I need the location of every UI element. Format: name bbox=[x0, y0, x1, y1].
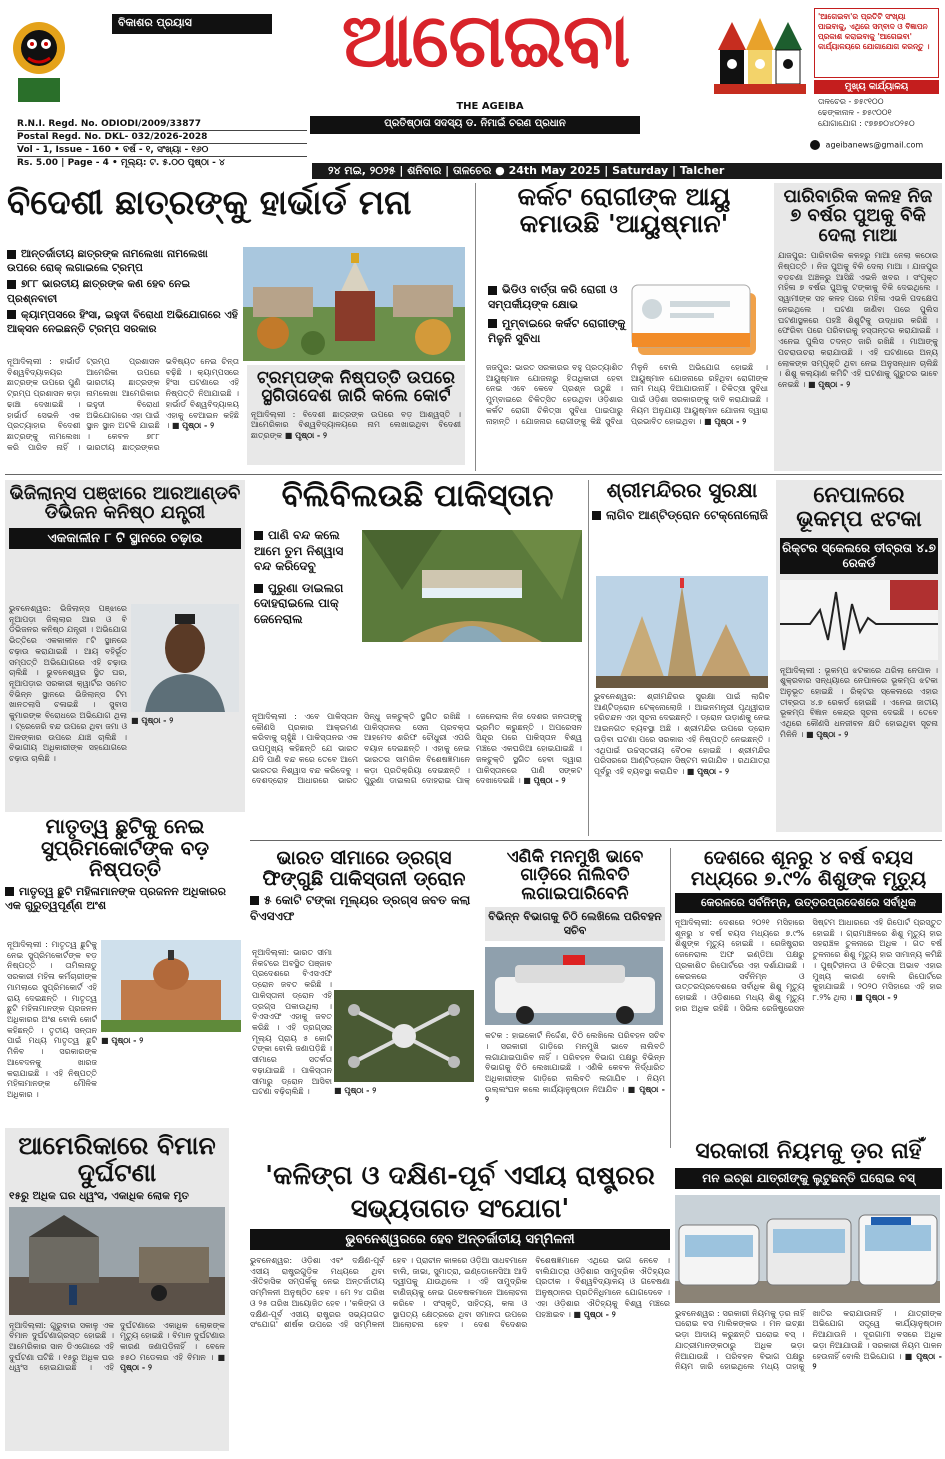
nepal-headline: ନେପାଳରେ ଭୂକମ୍ପ ଝଟକା bbox=[796, 483, 922, 532]
srimandir-body bbox=[594, 692, 770, 832]
drone-headline: ଭାରତ ସୀମାରେ ଡ୍ରଗ୍ସ ଫିଙ୍ଗୁଛି ପାକିସ୍ତାନୀ ଡ୍ରୋନ bbox=[262, 847, 466, 890]
family-headline: ପାରିବାରିକ କଳହ ନିଜ ୭ ବର୍ଷର ପୁଅକୁ ବିକି ଦେଲା ମାଆ bbox=[783, 186, 933, 246]
bullet-text: ମୁମ୍ବାଇରେ କର୍କଟ ରୋଗୀଙ୍କୁ ମିଳୁନି ସୁବିଧା bbox=[488, 316, 626, 345]
page-ref: ■ ପୃଷ୍ଠା - ୨ bbox=[703, 416, 747, 426]
maternity-body-text: ନୂଆଦିଲ୍ଲୀ : ମାତୃତ୍ୱ ଛୁଟିକୁ ନେଇ ସୁପ୍ରିମକୋର୍ଟଙ୍କ ବଡ଼ ନିଷ୍ପତ୍ତି । ତାମିଲନାଡୁ ସରକାରୀ ମହିଳା କର୍ମଚାରୀଙ୍କ ମାମଲାରେ ସୁପ୍ରିମକୋର୍ଟ ଏହି ରାୟ ଦେଇଛନ୍ତି । ମାତୃତ୍ୱ ଛୁଟି ମହିଳାମାନଙ୍କ ପ୍ରଜନନ ଅଧିକାରର ଅଂଶ ବୋଲି କୋର୍ଟ କହିଛନ୍ତି । ତୃତୀୟ ସନ୍ତାନ ପାଇଁ ମଧ୍ୟ ମାତୃତ୍ୱ ଛୁଟି ମିଳିବ । ସରକାରଙ୍କ ଆବେଦନକୁ ଖାରଜ କରାଯାଇଛି । ଏହି ନିଷ୍ପତ୍ତି ମହିଳାମାନଙ୍କ ମୌଳିକ ଅଧିକାର । bbox=[7, 940, 97, 1100]
rni-number: R.N.I. Regd. No. ODIODI/2009/33877 bbox=[17, 118, 307, 131]
page-ref: ■ ପୃଷ୍ଠା - ୨ bbox=[284, 431, 328, 441]
column-rule bbox=[670, 848, 671, 1148]
bullet-text: ପାଣି ବନ୍ଦ କଲେ ଆମେ ତୁମ ନିଶ୍ୱାସ ବନ୍ଦ କରିଦେବୁ bbox=[254, 528, 344, 574]
square-bullet-icon bbox=[7, 280, 16, 289]
cancer-bullets bbox=[488, 283, 628, 346]
crash-photo bbox=[9, 1207, 225, 1315]
story-drone bbox=[250, 848, 478, 1148]
bus-photo bbox=[675, 1195, 940, 1303]
america-sub: ୧୫ରୁ ଅଧିକ ଘର ଧ୍ୱଂସ, ଏକାଧିକ ଲୋକ ମୃତ bbox=[9, 1190, 189, 1202]
page-ref: ■ ପୃଷ୍ଠା - ୨ bbox=[523, 776, 566, 786]
dam-photo bbox=[362, 530, 582, 642]
story-family bbox=[774, 183, 942, 471]
america-headline: ଆମେରିକାରେ ବିମାନ ଦୁର୍ଘଟଣା bbox=[18, 1131, 216, 1187]
bus-body-text: ଭୁବନେଶ୍ୱର : ସରକାରୀ ନିୟମକୁ ଡ଼ର ନାହିଁ ଘରୋଇ ବସ ମାଲିକଙ୍କର । ମନ ଇଚ୍ଛା ଭଡ଼ା ଆଦାୟ କରୁଛନ୍ତି ଘରୋଇ ବସ୍ । ଯାତ୍ରୀମାନଙ୍କଠାରୁ ଅଧିକ ଭଡ଼ା ନିଆଯାଉଛି । ପରିବହନ ବିଭାଗ ପକ୍ଷରୁ ନିୟମ ଜାରି ହୋଇଥିଲେ ମଧ୍ୟ ତାହାକୁ ଖାତିର କରାଯାଉନାହିଁ । ଯାତ୍ରୀଙ୍କ ଅଭିଯୋଗ ସତ୍ତ୍ୱେ କାର୍ଯ୍ୟାନୁଷ୍ଠାନ ନିଆଯାଉନି । ଦୂରଗାମୀ ବସରେ ଅଧିକ ଭଡ଼ା ନିଆଯାଉଛି । ସରକାରୀ ନିୟମ ପାଳନ ହେଉନାହିଁ ବୋଲି ଅଭିଯୋଗ । bbox=[675, 1308, 942, 1372]
column-rule bbox=[475, 183, 476, 471]
bullet-item bbox=[7, 247, 239, 275]
office-label: ମୁଖ୍ୟ କାର୍ଯ୍ୟାଳୟ bbox=[814, 80, 939, 94]
maternity-bullet bbox=[5, 885, 245, 914]
square-bullet-icon bbox=[488, 286, 497, 295]
bus-band: ମନ ଇଚ୍ଛା ଯାତ୍ରୀଙ୍କୁ ଲୁଟୁଛନ୍ତି ଘରୋଇ ବସ୍ bbox=[675, 1168, 942, 1189]
story-vigilance bbox=[5, 480, 245, 812]
left-emblem bbox=[8, 8, 70, 108]
mail-icon bbox=[810, 140, 820, 150]
bullet-item bbox=[488, 317, 628, 347]
vehicle-headline: ଏଣିକି ମନମୁଖି ଭାବେ ଗାଡ଼ିରେ ନାଲିବତି ଲଗାଇପାରିବେନି bbox=[506, 847, 644, 904]
story-infant bbox=[675, 848, 942, 1138]
square-bullet-icon bbox=[7, 310, 16, 319]
deity-emblem-icon bbox=[8, 8, 70, 108]
price-page: Rs. 5.00 | Page - 4 • ମୂଲ୍ୟ: ଟ. ୫.୦୦ ପୃଷ୍ଠା - ୪ bbox=[17, 158, 225, 169]
bullet-item bbox=[254, 528, 356, 575]
page-ref: ■ ପୃଷ୍ଠା - ୨ bbox=[573, 1309, 616, 1319]
harvard-bullets bbox=[7, 247, 239, 336]
infant-band: କେରଳରେ ସର୍ବନିମ୍ନ, ଉତ୍ତରପ୍ରଦେଶରେ ସର୍ବାଧିକ bbox=[675, 893, 942, 913]
srimandir-headline: ଶ୍ରୀମନ୍ଦିରର ସୁରକ୍ଷା bbox=[606, 478, 758, 502]
harvard-photo bbox=[243, 247, 465, 361]
car-photo bbox=[485, 947, 663, 1025]
engineer-photo bbox=[131, 604, 239, 712]
bullet-item bbox=[254, 581, 356, 628]
square-bullet-icon bbox=[254, 531, 263, 540]
section-rule bbox=[5, 474, 942, 475]
maternity-ref bbox=[101, 1036, 241, 1126]
drone-body-text: ନୂଆଦିଲ୍ଲୀ: ଭାରତ ସୀମା ନିକଟରେ ଅବସ୍ଥିତ ପଞ୍ଜାବ ପ୍ରଦେଶରେ ବିଏସଏଫ ଡ୍ରୋନ ଜବତ କରିଛି । ପାକିସ୍ତାନୀ ଡ୍ରୋନ ଏହି ଡ୍ରଗ୍ସ ପକାଉଥିଲା । ବିଏସଏଫ ଏହାକୁ ଜବତ କରିଛି । ଏହି ଡ୍ରଗ୍ସର ମୂଲ୍ୟ ପ୍ରାୟ ୫ କୋଟି ଟଙ୍କା ବୋଲି ଜଣାପଡ଼ିଛି । ସୀମାରେ ସତର୍କତା ବଢ଼ାଯାଇଛି । ପାକିସ୍ତାନ ସୀମାରୁ ଡ୍ରୋନ ଆସିବା ଘଟଣା ବଢ଼ିଚାଲିଛି । bbox=[252, 948, 332, 1097]
vehicle-body bbox=[485, 1031, 665, 1127]
srimandir-body-text: ଭୁବନେଶ୍ୱର: ଶ୍ରୀମନ୍ଦିରର ସୁରକ୍ଷା ପାଇଁ ଲାଗିବ ଆଣ୍ଟିଡ୍ରୋନ ଟେକ୍ନୋଲୋଜି । ଆଇନମନ୍ତ୍ରୀ ପୃଥ୍ୱୀରାଜ ହରିଚନ୍ଦନ ଏହା ସୂଚନା ଦେଇଛନ୍ତି । ଡ୍ରୋନ ଉଡ଼ାଣକୁ ନେଇ ଆଇନଗତ ବ୍ୟବସ୍ଥା ଅଛି । ଶ୍ରୀମନ୍ଦିର ଉପରେ ଡ୍ରୋନ ଉଡ଼ିବା ଘଟଣା ପରେ ସରକାର ଏହି ନିଷ୍ପତ୍ତି ନେଇଛନ୍ତି । ଏଥିପାଇଁ ଉଚ୍ଚସ୍ତରୀୟ ବୈଠକ ହୋଇଛି । ଶ୍ରୀମନ୍ଦିର ପରିସରରେ ଆଣ୍ଟିଡ୍ରୋନ ସିଷ୍ଟମ ଲଗାଯିବ । ରଥଯାତ୍ରା ପୂର୍ବରୁ ଏହି ବ୍ୟବସ୍ଥା କରାଯିବ । bbox=[594, 692, 770, 777]
chariot-deities-icon bbox=[710, 18, 810, 98]
paper-name-english: THE AGEIBA bbox=[456, 101, 524, 112]
page-ref: ■ ପୃଷ୍ଠା - ୨ bbox=[334, 1086, 377, 1095]
court-headline: ଟ୍ରମ୍ପଙ୍କ ନିଷ୍ପତ୍ତି ଉପରେ ସ୍ଥଗିତାଦେଶ ଜାରି କଲେ କୋର୍ଟ bbox=[256, 368, 456, 407]
postal-number: Postal Regd. No. DKL- 032/2026-2028 bbox=[17, 131, 307, 144]
office-line: ତାଳଚେର - ୭୫୯୧୦୦ bbox=[818, 97, 884, 106]
pakistan-bullets bbox=[254, 528, 356, 628]
court-body bbox=[251, 410, 461, 444]
maternity-body bbox=[7, 940, 97, 1126]
temple-photo bbox=[596, 576, 768, 688]
vigilance-band: ଏକକାଳୀନ ୮ ଟି ସ୍ଥାନରେ ଚଢ଼ାଉ bbox=[9, 528, 241, 549]
promo-text: 'ଆଗେଇବା'ର ପ୍ରତିଟି ସଂଖ୍ୟା ପାଇବାକୁ, ଏଥିରେ ସମ୍ବାଦ ଓ ବିଜ୍ଞାପନ ପ୍ରକାଶ କରାଇବାକୁ 'ଆଗେଇବା' କାର୍ଯ୍ୟାଳୟରେ ଯୋଗାଯୋଗ କରନ୍ତୁ । bbox=[818, 12, 930, 52]
office-line: ଢେଙ୍କାନାଳ - ୭୫୯୦୦୧ bbox=[818, 107, 892, 117]
bullet-text: କ୍ୟାମ୍ପସରେ ହିଂସା, ଇହୁଦୀ ବିରୋଧୀ ଅଭିଯୋଗରେ ଏହି ଆକ୍ସନ ନେଇଛନ୍ତି ଟ୍ରମ୍ପ ସରକାର bbox=[7, 308, 238, 335]
tagline: ବିକାଶର ପ୍ରୟାସ bbox=[112, 14, 272, 34]
story-kalinga bbox=[250, 1160, 670, 1452]
square-bullet-icon bbox=[488, 319, 497, 328]
supreme-court-photo bbox=[101, 940, 241, 1032]
column-rule bbox=[588, 480, 589, 836]
america-body bbox=[9, 1321, 225, 1403]
nepal-body-text: ନୂଆଦିଲ୍ଲୀ : ଭୂକମ୍ପ ଝଟକାରେ ଥରିଲା ନେପାଳ । ଶୁକ୍ରବାର ସନ୍ଧ୍ୟାରେ ନେପାଳରେ ଭୂକମ୍ପ ଝଟକା ଅନୁଭୂତ ହୋଇଛି । ରିକ୍ଟର ସ୍କେଲରେ ଏହାର ତୀବ୍ରତା ୪.୭ ରେକର୍ଡ ହୋଇଛି । ଏନେଇ ଜାତୀୟ ଭୂକମ୍ପ ବିଜ୍ଞାନ କେନ୍ଦ୍ର ସୂଚନା ଦେଇଛି । ତେବେ ଏଥିରେ କୌଣସି ଧନଜୀବନ କ୍ଷତି ହୋଇଥିବା ସୂଚନା ମିଳିନି । bbox=[780, 665, 938, 739]
page-ref: ■ ପୃଷ୍ଠା - ୨ bbox=[171, 421, 215, 431]
story-america bbox=[5, 1128, 229, 1451]
vehicle-band: ବିଭିନ୍ନ ବିଭାଗକୁ ଚିଠି ଲେଖିଲେ ପରିବହନ ସଚିବ bbox=[485, 907, 665, 941]
email-text: ageibanews@gmail.com bbox=[825, 140, 924, 150]
drone-body bbox=[252, 948, 332, 1144]
story-srimandir bbox=[592, 480, 772, 836]
office-line: ଯୋଗାଯୋଗ : ୯୭୭୭୦୪୦୨୫୦ bbox=[818, 118, 915, 128]
bullet-text: ୫ କୋଟି ଟଙ୍କା ମୂଲ୍ୟର ଡ୍ରଗ୍ସ ଜବତ କଲା ବିଏସଏଫ bbox=[250, 893, 471, 923]
bullet-text: ଲାଗିବ ଆଣ୍ଟିଡ୍ରୋନ ଟେକ୍ନୋଲୋଜି bbox=[606, 507, 768, 522]
infant-body-text: ନୂଆଦିଲ୍ଲୀ: ଦେଶରେ ୨୦୨୧ ମସିହାରେ ଶୂନରୁ ୪ ବର୍ଷ ବୟସ ମଧ୍ୟରେ ୭.୯% ଶିଶୁଙ୍କ ମୃତ୍ୟୁ ହୋଇଛି । ରେଜିଷ୍ଟ୍ରାର ଜେନେରାଲ ଅଫ ଇଣ୍ଡିଆ ପକ୍ଷରୁ ପ୍ରକାଶିତ ରିପୋର୍ଟରେ ଏହା ଦର୍ଶାଯାଇଛି । କେରଳରେ ସର୍ବନିମ୍ନ ଓ ଉତ୍ତରପ୍ରଦେଶରେ ସର୍ବାଧିକ ଶିଶୁ ମୃତ୍ୟୁ ହୋଇଛି । ଓଡ଼ିଶାରେ ମଧ୍ୟ ଶିଶୁ ମୃତ୍ୟୁ ହାର ଅଧିକ ରହିଛି । ସିଭିଲ ରେଜିଷ୍ଟ୍ରେସନ ସିଷ୍ଟମ ଆଧାରରେ ଏହି ରିପୋର୍ଟ ପ୍ରସ୍ତୁତ ହୋଇଛି । ଗ୍ରାମାଞ୍ଚଳରେ ଶିଶୁ ମୃତ୍ୟୁ ହାର ସହରାଞ୍ଚଳ ତୁଳନାରେ ଅଧିକ । ଗତ ବର୍ଷ ତୁଳନାରେ ଶିଶୁ ମୃତ୍ୟୁ ହାର ସାମାନ୍ୟ କମିଛି । ପୁଷ୍ଟିହୀନତା ଓ ଚିକିତ୍ସା ଅଭାବ ଏହାର ମୁଖ୍ୟ କାରଣ ବୋଲି ରିପୋର୍ଟରେ କୁହାଯାଇଛି । ୨୦୨୦ ମସିହାରେ ଏହି ହାର ୮.୨% ଥିଲା । bbox=[675, 918, 942, 1013]
seismograph-photo bbox=[780, 580, 938, 660]
pakistan-body-text: ନୂଆଦିଲ୍ଲୀ : ଏବେ ପାକିସ୍ତାନ କୌଣସି ପ୍ରକାର ଆକ୍ରମଣ କରିବାକୁ ଚାହୁଁଛି । ପାକିସ୍ତାନର ଏକ ଉପମୁଖ୍ୟ କହିଛନ୍ତି ଯେ ଭାରତ ଯଦି ପାଣି ବନ୍ଦ କରେ ତେବେ ଆମେ ଭାରତର ନିଶ୍ୱାସ ବନ୍ଦ କରିଦେବୁ । ଦେଶଦ୍ରୋହ ଆଧାରରେ ଭାରତ ସିନ୍ଧୁ ଜଳଚୁକ୍ତି ସ୍ଥଗିତ ରଖିଛି । ପାକିସ୍ତାନର ସେନା ପ୍ରବକ୍ତା ଆହମେଦ ଶରିଫ ଚୌଧୁରୀ ଏପରି ବୟାନ ଦେଇଛନ୍ତି । ଏହାକୁ ନେଇ ଭାରତର ସାମରିକ ବିଶେଷଜ୍ଞମାନେ କଡ଼ା ପ୍ରତିକ୍ରିୟା ଦେଇଛନ୍ତି । ପୁରୁଣା ଡାଇଲଗ ଦୋହରାଇ ପାକ୍ ଜେନେରାଲ ନିଜ ଦେଶର ଜନତାଙ୍କୁ ଭ୍ରମିତ କରୁଛନ୍ତି । ଅପରେସନ ସିନ୍ଦୂର ପରେ ପାକିସ୍ତାନ ବିଶ୍ୱ ମଞ୍ଚରେ ଏକଘରିଆ ହୋଇଯାଇଛି । ଜଳଚୁକ୍ତି ସ୍ଥଗିତ ହେବା ଦ୍ୱାରା ପାକିସ୍ତାନରେ ପାଣି ସଙ୍କଟ ଦେଖାଦେଇଛି । bbox=[252, 712, 582, 786]
page-ref: ■ ପୃଷ୍ଠା - ୨ bbox=[855, 993, 898, 1003]
bullet-item bbox=[7, 277, 239, 305]
founder-line: ପ୍ରତିଷ୍ଠାତା ସଦସ୍ୟ ଡ. ନିମାଇଁ ଚରଣ ପ୍ରଧାନ bbox=[310, 116, 640, 134]
bullet-item bbox=[488, 283, 628, 313]
pakistan-headline: ବିଲିବିଲଉଛି ପାକିସ୍ତାନ bbox=[281, 478, 554, 514]
drone-bullet bbox=[250, 893, 478, 924]
volume-issue: Vol - 1, Issue - 160 • ବର୍ଷ - ୧, ସଂଖ୍ୟା - ୧୬୦ bbox=[17, 144, 307, 157]
right-emblem bbox=[710, 18, 810, 98]
kalinga-body-text: ଭୁବନେଶ୍ୱର: ଓଡ଼ିଶା ଏବଂ ଦକ୍ଷିଣ-ପୂର୍ବ ଏସୀୟ ରାଷ୍ଟ୍ରଗୁଡ଼ିକ ମଧ୍ୟରେ ଥିବା ଐତିହାସିକ ସମ୍ପର୍କକୁ ନେଇ ଅନ୍ତର୍ଜାତୀୟ ସମ୍ମିଳନୀ ଅନୁଷ୍ଠିତ ହେବ । ମେ ୨୪ ତାରିଖ ଓ ୨୫ ତାରିଖ ଆୟୋଜିତ ହେବ । 'କଳିଙ୍ଗ ଓ ଦକ୍ଷିଣ-ପୂର୍ବ ଏସୀୟ ରାଷ୍ଟ୍ରର ସଭ୍ୟତାଗତ ସଂଯୋଗ' ଶୀର୍ଷକ ଉପରେ ଏହି ସମ୍ମିଳନୀ ହେବ । ପ୍ରାଚୀନ କାଳରେ ଓଡ଼ିଆ ସାଧବମାନେ ବାଲି, ଜାଭା, ସୁମାତ୍ରା, ଇଣ୍ଡୋନେସିଆ ଆଦି ଦ୍ୱୀପକୁ ଯାଉଥିଲେ । ଏହି ସାମୁଦ୍ରିକ ବାଣିଜ୍ୟକୁ ନେଇ ଗବେଷକମାନେ ଆଲୋଚନା କରିବେ । ସଂସ୍କୃତି, ସାହିତ୍ୟ, କଳା ଓ ସ୍ଥାପତ୍ୟ କ୍ଷେତ୍ରରେ ଥିବା ସମାନତା ଉପରେ ଆଲୋଚନା ହେବ । ଦେଶ ବିଦେଶର ବିଶେଷଜ୍ଞମାନେ ଏଥିରେ ଭାଗ ନେବେ । ବାଲିଯାତ୍ରା ଓଡ଼ିଶାର ସାମୁଦ୍ରିକ ଐତିହ୍ୟର ପ୍ରତୀକ । ବିଶ୍ୱବିଦ୍ୟାଳୟ ଓ ଗବେଷଣା ଅନୁଷ୍ଠାନର ପ୍ରତିନିଧିମାନେ ଯୋଗଦେବେ । ଏହା ଓଡ଼ିଶାର ଐତିହ୍ୟକୁ ବିଶ୍ୱ ମଞ୍ଚରେ ପହଞ୍ଚାଇବ । bbox=[250, 1256, 670, 1330]
family-body-text: ଯାଜପୁର: ପାରିବାରିକ କଳହରୁ ମାଆ ନେଲା କଠୋର ନିଷ୍ପତ୍ତି । ନିଜ ପୁଅକୁ ବିକି ଦେଲା ମାଆ । ଯାଜପୁର ବଡ଼ଚଣା ଅଞ୍ଚଳରୁ ଆସିଛି ଏଭଳି ଖବର । ସଂପୃକ୍ତ ମହିଳା ୭ ବର୍ଷର ପୁଅକୁ ଟଙ୍କାକୁ ବିକି ଦେଇଥିଲେ । ସ୍ୱାମୀଙ୍କ ସହ କଳହ ପରେ ମହିଳା ଏଭଳି ପଦକ୍ଷେପ ନେଇଥିଲେ । ଘଟଣା ଜାଣିବା ପରେ ପୁଲିସ ଘଟଣାସ୍ଥଳରେ ପହଞ୍ଚି ଶିଶୁଟିକୁ ଉଦ୍ଧାର କରିଛି । ଫେରିବା ପରେ ପରିବାରକୁ ହସ୍ତାନ୍ତର କରାଯାଇଛି । ଏନେଇ ପୁଲିସ ତଦନ୍ତ ଜାରି ରଖିଛି । ମାଆଙ୍କୁ ପଚରାଉଚରା କରାଯାଉଛି । ଏହି ଘଟଣାରେ ଅନ୍ୟ ଲୋକଙ୍କ ସମ୍ପୃକ୍ତି ଥିବା ନେଇ ଅନୁସନ୍ଧାନ ଚାଲିଛି । ଶିଶୁ କଲ୍ୟାଣ କମିଟି ଏହି ଘଟଣାକୁ ଗୁରୁତର ଭାବେ ନେଇଛି । bbox=[778, 251, 938, 389]
court-body-text: ନୂଆଦିଲ୍ଲୀ : ବିଦେଶୀ ଛାତ୍ରଙ୍କ ଉପରେ ବଡ଼ ଆଶ୍ୱସ୍ତି । ଆମେରିକାର ବିଶ୍ୱବିଦ୍ୟାଳୟରେ ନାମ ଲେଖାଇଥିବା ବିଦେଶୀ ଛାତ୍ରଙ୍କ bbox=[251, 409, 461, 441]
square-bullet-icon bbox=[7, 250, 16, 259]
section-rule bbox=[250, 840, 942, 841]
america-body-text: ନୂଆଦିଲ୍ଲୀ: ଗୁରୁବାର ସକାଳୁ ଏକ ବିମାନ ଦୁର୍ଘଟଣାଗ୍ରସ୍ତ ହୋଇଛି । ଆମେରିକାର ସାନ ଡିଏଗୋରେ ଏହି ଦୁର୍ଘଟଣା ଘଟିଛି । ୧୫ରୁ ଅଧିକ ଘର ଧ୍ୱଂସ ହୋଇଯାଇଛି । ଏହି ଦୁର୍ଘଟଣାରେ ଏକାଧିକ ଲୋକଙ୍କ ମୃତ୍ୟୁ ହୋଇଛି । ବିମାନ ଦୁର୍ଘଟଣାର କାରଣ ଜଣାପଡ଼ିନାହିଁ । ବେଳେ ୫୫୦ ମଡେଲର ଏହି ବିମାନ । bbox=[9, 1320, 225, 1373]
bus-body bbox=[675, 1309, 942, 1421]
infant-body bbox=[675, 918, 942, 1114]
paper-name: ଆଗେଇବା bbox=[341, 0, 629, 84]
story-cancer bbox=[480, 183, 770, 471]
vigilance-body-text: ଭୁବନେଶ୍ୱର: ଭିଜିଲାନ୍ସ ପଞ୍ଝାରେ ନୂଆପଡ଼ା ଜିଲ୍ଲାର ଆର ଓ ବି ଡିଭିଜନର କନିଷ୍ଠ ଯନ୍ତ୍ରୀ । ଅଭିଯୋଗ ଭିତ୍ତିରେ ଏକକାଳୀନ ୮ଟି ସ୍ଥାନରେ ଚଢ଼ାଉ କରାଯାଇଛି । ଆୟ ବହିର୍ଭୂତ ସମ୍ପତ୍ତି ଅଭିଯୋଗରେ ଏହି ଚଢ଼ାଉ ଚାଲିଛି । ଭୁବନେଶ୍ୱର ସ୍ଥିତ ଘର, ନୂଆପଡ଼ାର ସରକାରୀ କ୍ୱାର୍ଟର ସମେତ ବିଭିନ୍ନ ସ୍ଥାନରେ ଭିଜିଲାନ୍ସ ଟିମ ଖାନତଲାସି ଚଳାଇଛି । ସୁବାସ କୁମାରଙ୍କ ବିରୋଧରେ ଅଭିଯୋଗ ଥିଲା । ଟ୍ରେଜେରି ବନ୍ଦ ଉପରେ ଥିବା ଜମା ଓ ଅଳଙ୍କାର ଉପରେ ଯାଞ୍ଚ ଚାଲିଛି । ବିଭାଗୀୟ ଅଧିକାରୀଙ୍କ ସହଯୋଗରେ ଚଢ଼ାଉ ଚାଲିଛି । bbox=[9, 604, 127, 764]
page-ref: ■ ପୃଷ୍ଠା - ୨ bbox=[805, 729, 849, 739]
registration-block bbox=[17, 118, 307, 170]
story-harvard bbox=[5, 183, 470, 471]
story-vehicle bbox=[485, 848, 665, 1148]
masthead bbox=[0, 0, 945, 177]
maternity-headline: ମାତୃତ୍ୱ ଛୁଟିକୁ ନେଇ ସୁପ୍ରିମକୋର୍ଟଙ୍କ ବଡ଼ ନିଷ୍ପତ୍ତି bbox=[40, 814, 210, 882]
bullet-text: ଆନ୍ତର୍ଜାତୀୟ ଛାତ୍ରଙ୍କ ନାମଲେଖା ନାମଲେଖା ଉପରେ ରୋକ୍ ଲଗାଇଲେ ଟ୍ରମ୍ପ bbox=[7, 248, 208, 275]
page-ref: ■ ପୃଷ୍ଠା - ୨ bbox=[101, 1036, 144, 1045]
cancer-headline: କର୍କଟ ରୋଗୀଙ୍କ ଆୟୁ କମାଉଛି 'ଆୟୁଷ୍ମାନ' bbox=[517, 182, 731, 238]
bullet-text: ମାତୃତ୍ୱ ଛୁଟି ମହିଳାମାନଙ୍କ ପ୍ରଜନନ ଅଧିକାରର ଏକ ଗୁରୁତ୍ୱପୂର୍ଣ୍ଣ ଅଂଶ bbox=[5, 884, 226, 913]
bullet-text: ପୁରୁଣା ଡାଇଲଗ ଦୋହରାଇଲେ ପାକ୍ ଜେନେରାଲ bbox=[254, 580, 344, 626]
family-body bbox=[778, 251, 938, 437]
square-bullet-icon bbox=[592, 511, 601, 520]
promo-box bbox=[814, 8, 939, 78]
kalinga-band: ଭୁବନେଶ୍ୱରରେ ହେବ ଅନ୍ତର୍ଜାତୀୟ ସମ୍ମିଳନୀ bbox=[250, 1229, 670, 1250]
date-line: ୨୪ ମଇ, ୨୦୨୫ | ଶନିବାର | ତାଳଚେର ● 24th May 2025 | Saturday | Talcher bbox=[328, 164, 725, 177]
vigilance-body-more bbox=[131, 716, 239, 806]
square-bullet-icon bbox=[5, 887, 14, 896]
vigilance-headline: ଭିଜିଲାନ୍ସ ପଞ୍ଝାରେ ଆରଆଣ୍ଡବି ଡିଭିଜନ କନିଷ୍ଠ ଯନ୍ତ୍ରୀ bbox=[9, 483, 241, 524]
story-bus bbox=[675, 1140, 942, 1450]
square-bullet-icon bbox=[250, 896, 259, 905]
page-ref: ■ ପୃଷ୍ଠା - ୨ bbox=[131, 716, 174, 725]
ayushman-card-photo bbox=[630, 279, 766, 359]
page-ref: ■ ପୃଷ୍ଠା - ୨ bbox=[807, 379, 851, 389]
harvard-body bbox=[7, 357, 239, 465]
bullet-item bbox=[7, 308, 239, 336]
vehicle-body-text: କଟକ : ହାଇକୋର୍ଟ ନିର୍ଦ୍ଦେଶ, ଚିଠି ଲେଖିଲେ ପରିବହନ ସଚିବ । ସରକାରୀ ଗାଡ଼ିରେ ମନମୁଖି ଭାବେ ନାଲିବତି ଲଗାଯାଇପାରିବ ନାହିଁ । ପରିବହନ ବିଭାଗ ପକ୍ଷରୁ ବିଭିନ୍ନ ବିଭାଗକୁ ଚିଠି ଲେଖାଯାଇଛି । ଏଣିକି କେବଳ ନିର୍ଦ୍ଧାରିତ ଅଧିକାରୀଙ୍କ ଗାଡ଼ିରେ ନାଲିବତି ଲଗାଯିବ । ନିୟମ ଉଲ୍ଲଂଘନ କଲେ କାର୍ଯ୍ୟାନୁଷ୍ଠାନ ନିଆଯିବ । bbox=[485, 1031, 665, 1094]
story-pakistan bbox=[250, 480, 585, 836]
office-lines bbox=[818, 97, 940, 137]
bullet-text: ୭୮୮ ଭାରତୀୟ ଛାତ୍ରଙ୍କ କଣ ହେବ ନେଇ ପ୍ରଶ୍ନବାଚୀ bbox=[7, 278, 191, 305]
page-ref: ■ ପୃଷ୍ଠା - ୨ bbox=[485, 1084, 665, 1105]
harvard-headline: ବିଦେଶୀ ଛାତ୍ରଙ୍କୁ ହାର୍ଭାର୍ଡ ମନା bbox=[7, 183, 412, 223]
srimandir-bullet bbox=[592, 508, 772, 524]
infant-headline: ଦେଶରେ ଶୂନରୁ ୪ ବର୍ଷ ବୟସ ମଧ୍ୟରେ ୭.୯% ଶିଶୁଙ୍କ ମୃତ୍ୟୁ bbox=[690, 847, 927, 890]
email-row bbox=[810, 140, 943, 154]
square-bullet-icon bbox=[254, 584, 263, 593]
drone-photo bbox=[334, 990, 474, 1082]
nepal-body bbox=[780, 666, 938, 770]
page-ref: ■ ପୃଷ୍ଠା - ୨ bbox=[120, 1352, 225, 1373]
page-ref: ■ ପୃଷ୍ଠା - ୨ bbox=[686, 767, 730, 777]
page-ref: ■ ପୃଷ୍ଠା - ୨ bbox=[812, 1351, 942, 1372]
bullet-text: ଭିଡିଓ ବାର୍ତ୍ତା କରି ରୋଗୀ ଓ ସମ୍ପର୍କୀୟଙ୍କ କ୍ଷୋଭ bbox=[488, 283, 618, 311]
nepal-band: ରିକ୍ଟର ସ୍କେଲରେ ତୀବ୍ରତା ୪.୭ ରେକର୍ଡ bbox=[780, 538, 938, 574]
vigilance-body bbox=[9, 604, 127, 810]
cancer-body bbox=[486, 363, 768, 467]
kalinga-body bbox=[250, 1256, 670, 1406]
court-box bbox=[247, 365, 465, 465]
story-maternity bbox=[5, 816, 245, 1130]
bus-headline: ସରକାରୀ ନିୟମକୁ ଡ଼ର ନାହିଁ bbox=[695, 1139, 922, 1164]
kalinga-headline: 'କଳିଙ୍ଗ ଓ ଦକ୍ଷିଣ-ପୂର୍ବ ଏସୀୟ ରାଷ୍ଟ୍ରର ସଭ୍ୟତାଗତ ସଂଯୋଗ' bbox=[265, 1161, 655, 1224]
cancer-body-text: ଜଜପୁର: ଭାରତ ସରକାରର ବହୁ ପ୍ରତ୍ୟାଶିତ ଆୟୁଷ୍ମାନ ଯୋଜନାରୁ ହିତାଧିକାରୀ ହେବା ନେଇ ଏବେ କେବେ ପ୍ରଶ୍ନ ଉଠୁଛି । ମୁମ୍ବାଇରେ ଚିକିତ୍ସିତ ହେଉଥିବା ଓଡ଼ିଶାର କର୍କଟ ରୋଗୀ ଚିକିତ୍ସା ସୁବିଧା ପାଇପାରୁ ନାହାନ୍ତି । ଯୋଜନାର ରୋଗୀଙ୍କୁ କିଛି ସୁବିଧା ମିଳୁନି ବୋଲି ଅଭିଯୋଗ ହୋଇଛି । ଆୟୁଷ୍ମାନ ଯୋଜନାରେ ରହିଥିବା ରୋଗୀଙ୍କ ନାମ ମଧ୍ୟ ଦିଆଯାଉନାହିଁ । ଚିକିତ୍ସା ସୁବିଧା ପାଇଁ ଓଡ଼ିଶା ସରକାରଙ୍କୁ ଦାବି କରାଯାଇଛି । ନିୟମ ଅନୁଯାୟୀ ଆୟୁଷ୍ମାନ ଯୋଜନା ଦ୍ୱାରା ପ୍ରଭାବିତ ହୋଇଥିବା । bbox=[486, 363, 768, 426]
harvard-body-text: ନୂଆଦିଲ୍ଲୀ : ହାର୍ଭାର୍ଡ ବିଶ୍ୱବିଦ୍ୟାଳୟର ଛାତ୍ରଙ୍କ ଉପରେ ପୁଣି ଟ୍ରମ୍ପ ପ୍ରଶାସନ କଡ଼ା ଢାଞ୍ଚା ଦେଖାଇଛି । ହାର୍ଭାର୍ଡ ସେଭଳି ଏକ ପ୍ରତ୍ୟାହାର ବିଦେଶୀ ଛାତ୍ରଙ୍କୁ ନାମଲେଖା କରି ପାରିବ ନାହିଁ । ଟ୍ରମ୍ପ ପ୍ରଶାସନ ଆମେରିକା ଉପରେ ଭାରତୀୟ ଛାତ୍ରଙ୍କ ନାମଲେଖା ଆମେରିକାର ଇହୁଦୀ ବିରୋଧୀ ଅଭିଯୋଗରେ ଏହା ପାଇଁ ସ୍ଥାନ ସ୍ଥାନ ଅଟକି ଯାଇଛି । କେବଳ ୭୮୮ ଭାରତୀୟ ଛାତ୍ରଙ୍କର ଭବିଷ୍ୟତ ନେଇ ଚିନ୍ତା ବଢ଼ିଛି । କ୍ୟାମ୍ପସରେ ହିଂସା ଘଟଣାରେ ଏହି ନିଷ୍ପତ୍ତି ନିଆଯାଇଛି । ହାର୍ଭାର୍ଡ ବିଶ୍ୱବିଦ୍ୟାଳୟ ଏହାକୁ ବେଆଇନ କହିଛି । bbox=[7, 357, 239, 452]
drone-ref bbox=[334, 1086, 474, 1144]
story-nepal bbox=[776, 480, 942, 832]
date-band bbox=[312, 163, 942, 179]
pakistan-body bbox=[252, 712, 582, 832]
